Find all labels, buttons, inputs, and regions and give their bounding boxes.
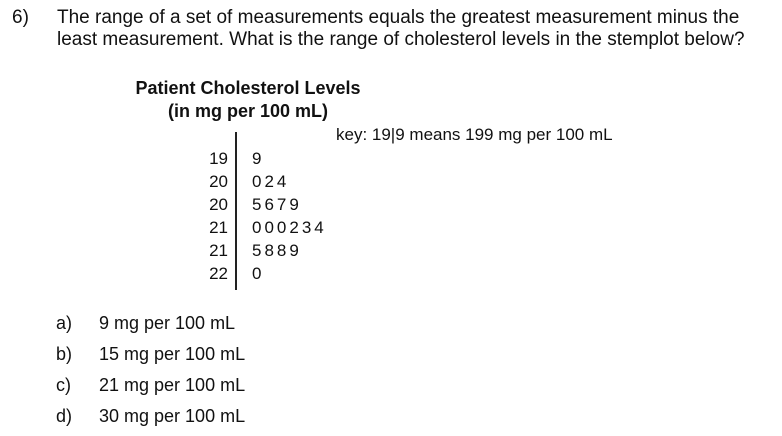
leaves: 0 <box>252 264 265 283</box>
choice-label: b) <box>56 344 73 364</box>
stemplot-title-line1: Patient Cholesterol Levels <box>135 78 361 98</box>
stem: 20 <box>209 195 228 214</box>
stem: 22 <box>209 264 228 283</box>
choice-label: c) <box>56 375 71 395</box>
stemplot-title <box>126 77 370 123</box>
choice-label: d) <box>56 406 73 426</box>
stem: 21 <box>209 241 228 260</box>
leaves: 024 <box>252 172 290 191</box>
stem: 21 <box>209 218 228 237</box>
stemplot-divider <box>235 132 237 290</box>
leaves: 9 <box>252 149 265 168</box>
question-text: The range of a set of measurements equals the greatest measurement minus the least measurement. What is the range of cholesterol levels in the stemplot below? <box>57 7 745 50</box>
stemplot-title-line2: (in mg per 100 mL) <box>167 101 329 121</box>
leaves: 5889 <box>252 241 302 260</box>
question-number: 6) <box>12 7 29 28</box>
stem: 20 <box>209 172 228 191</box>
choice-text: 21 mg per 100 mL <box>99 375 246 395</box>
choice-text: 9 mg per 100 mL <box>99 313 236 333</box>
leaves: 5679 <box>252 195 302 214</box>
choice-label: a) <box>56 313 73 333</box>
choice-text: 15 mg per 100 mL <box>99 344 246 364</box>
choice-text: 30 mg per 100 mL <box>99 406 246 426</box>
leaves: 000234 <box>252 218 327 237</box>
stemplot-key: key: 19|9 means 199 mg per 100 mL <box>336 125 613 144</box>
stem: 19 <box>209 149 228 168</box>
